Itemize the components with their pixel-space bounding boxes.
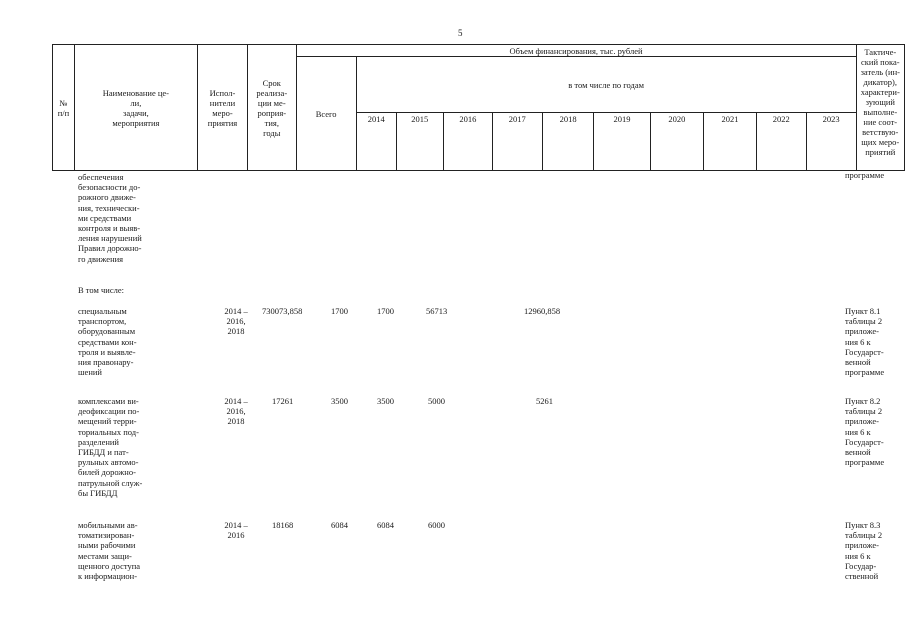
including-label: В том числе: xyxy=(78,285,124,295)
header-year-2014: 2014 xyxy=(356,113,396,171)
header-executors: Испол- нители меро- приятия xyxy=(197,45,247,171)
row-name: мобильными ав- томатизирован- ными рабочими местами защи- щенного доступа к информацион- xyxy=(78,520,141,582)
row-indicator: Пункт 8.2 таблицы 2 приложе- ния 6 к Государст- венной программе xyxy=(845,396,885,468)
row-total: 18168 xyxy=(272,520,294,530)
header-year-2016: 2016 xyxy=(443,113,492,171)
continued-indicator: программе xyxy=(845,170,885,180)
row-2015: 6084 xyxy=(377,520,394,530)
row-2016: 6000 xyxy=(428,520,445,530)
row-total: 730073,858 xyxy=(262,306,303,316)
header-total: Всего xyxy=(296,57,356,171)
header-year-2023: 2023 xyxy=(806,113,856,171)
header-funding: Объем финансирования, тыс. рублей xyxy=(296,45,856,57)
header-by-years: в том числе по годам xyxy=(356,57,856,113)
header-name: Наименование це- ли, задачи, мероприятия xyxy=(74,45,197,171)
row-indicator: Пункт 8.1 таблицы 2 приложе- ния 6 к Государст- венной программе xyxy=(845,306,885,378)
row-2014: 1700 xyxy=(331,306,348,316)
header-table xyxy=(52,44,905,171)
row-2018: 5261 xyxy=(536,396,553,406)
header-indicator: Тактиче- ский пока- затель (ин- дикатор), характери- зующий выполне- ние соот- ветствую- щих меро- приятий xyxy=(856,45,904,171)
header-term: Срок реализа- ции ме- роприя- тия, годы xyxy=(248,45,296,171)
header-year-2021: 2021 xyxy=(704,113,757,171)
row-2014: 3500 xyxy=(331,396,348,406)
header-num: № п/п xyxy=(53,45,75,171)
row-indicator: Пункт 8.3 таблицы 2 приложе- ния 6 к Государ- ственной xyxy=(845,520,883,582)
header-year-2018: 2018 xyxy=(542,113,594,171)
row-name: специальным транспортом, оборудованным средствами кон- троля и выявле- ния правонару- шений xyxy=(78,306,137,378)
row-name: комплексами ви- деофиксации по- мещений терри- ториальных под- разделений ГИБДД и пат- рульных автомо- билей дорожно- патрульной служ- бы ГИБДД xyxy=(78,396,143,498)
continued-name: обеспечения безопасности до- рожного движе- ния, технически- ми средствами контроля и выяв- ления нарушений Правил дорожно- го движения xyxy=(78,172,142,264)
header-year-2015: 2015 xyxy=(396,113,443,171)
row-2016: 56713 xyxy=(426,306,448,316)
row-2014: 6084 xyxy=(331,520,348,530)
row-term: 2014 – 2016, 2018 xyxy=(224,396,248,427)
row-total: 17261 xyxy=(272,396,294,406)
row-2016: 5000 xyxy=(428,396,445,406)
header-year-2020: 2020 xyxy=(650,113,704,171)
header-year-2019: 2019 xyxy=(594,113,650,171)
header-year-2022: 2022 xyxy=(756,113,806,171)
row-2018: 12960,858 xyxy=(524,306,561,316)
row-term: 2014 – 2016 xyxy=(224,520,248,541)
page-number: 5 xyxy=(458,28,463,38)
row-term: 2014 – 2016, 2018 xyxy=(224,306,248,337)
header-year-2017: 2017 xyxy=(492,113,542,171)
row-2015: 3500 xyxy=(377,396,394,406)
row-2015: 1700 xyxy=(377,306,394,316)
